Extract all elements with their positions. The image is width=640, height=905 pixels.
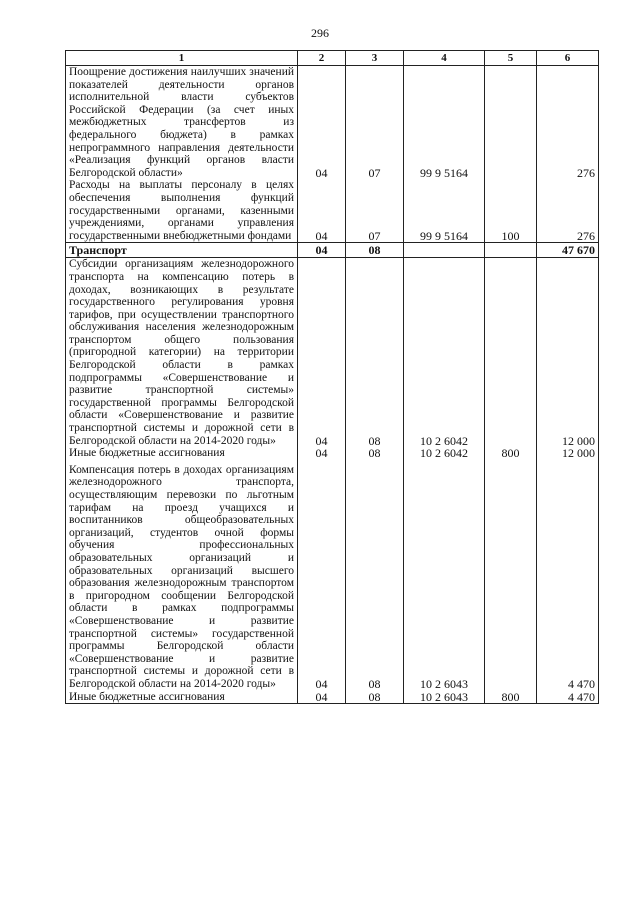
row-subsection: 08	[346, 691, 404, 704]
row-target: 10 2 6043	[404, 691, 485, 704]
page-number: 296	[311, 26, 329, 40]
row-target: 10 2 6042	[404, 258, 485, 447]
row-amount: 12 000	[537, 447, 599, 460]
row-description: Иные бюджетные ассигнования	[66, 447, 298, 460]
row-description: Компенсация потерь в доходах организациям железнодорожного транспорта, осуществляющим перевозки по льготным тарифам на проезд учащихся и воспитанников общеобразовательных организаций, студентов очной формы обучения профессиональных образовательных организаций и образовательных организаций высшего образования железнодорожным транспортом в пригородном сообщении Белгородской области в рамках подпрограммы «Совершенствование и развитие транспортной системы» государственной программы Белгородской области «Совершенствование и развитие транспортной системы и дорожной сети в Белгородской области на 2014-2020 годы»	[66, 460, 298, 691]
row-subsection: 07	[346, 179, 404, 242]
row-description: Расходы на выплаты персоналу в целях обеспечения выполнения функций государственными органами, казенными учреждениями, органами управления государственными внебюджетными фондами	[66, 179, 298, 242]
row-amount: 4 470	[537, 691, 599, 704]
column-header-4: 4	[404, 51, 485, 66]
row-section: 04	[298, 258, 346, 447]
row-target	[404, 243, 485, 258]
row-amount: 276	[537, 179, 599, 242]
row-expense-type: 100	[485, 179, 537, 242]
row-section: 04	[298, 447, 346, 460]
row-expense-type	[485, 460, 537, 691]
table-row	[66, 460, 599, 691]
budget-table	[65, 50, 599, 704]
row-target: 10 2 6042	[404, 447, 485, 460]
column-header-6: 6	[537, 51, 599, 66]
row-section: 04	[298, 243, 346, 258]
column-header-5: 5	[485, 51, 537, 66]
table-row	[66, 66, 599, 180]
row-description: Поощрение достижения наилучших значений показателей деятельности органов исполнительной власти субъектов Российской Федерации (за счет иных межбюджетных трансфертов из федерального бюджета) в рамках непрограммного направления деятельности «Реализация функций органов власти Белгородской области»	[66, 66, 298, 180]
row-section: 04	[298, 691, 346, 704]
row-expense-type: 800	[485, 447, 537, 460]
row-description: Иные бюджетные ассигнования	[66, 691, 298, 704]
column-header-3: 3	[346, 51, 404, 66]
row-target: 10 2 6043	[404, 460, 485, 691]
row-subsection: 08	[346, 460, 404, 691]
column-header-1: 1	[66, 51, 298, 66]
row-subsection: 08	[346, 447, 404, 460]
row-section: 04	[298, 460, 346, 691]
table-row-section-heading	[66, 243, 599, 258]
column-header-2: 2	[298, 51, 346, 66]
table-row	[66, 179, 599, 242]
row-expense-type	[485, 258, 537, 447]
row-subsection: 08	[346, 258, 404, 447]
table-header-row	[66, 51, 599, 66]
row-amount: 4 470	[537, 460, 599, 691]
row-amount: 47 670	[537, 243, 599, 258]
row-amount: 12 000	[537, 258, 599, 447]
table-row	[66, 258, 599, 447]
row-expense-type: 800	[485, 691, 537, 704]
row-description: Транспорт	[66, 243, 298, 258]
row-expense-type	[485, 243, 537, 258]
row-expense-type	[485, 66, 537, 180]
row-amount: 276	[537, 66, 599, 180]
table-row	[66, 447, 599, 460]
table-row	[66, 691, 599, 704]
row-subsection: 08	[346, 243, 404, 258]
row-target: 99 9 5164	[404, 179, 485, 242]
row-description: Субсидии организациям железнодорожного транспорта на компенсацию потерь в доходах, возникающих в результате государственного регулирования уровня тарифов, при осуществлении транспортного обслуживания населения железнодорожным транспортом общего пользования (пригородной категории) на территории Белгородской области в рамках подпрограммы «Совершенствование и развитие транспортной системы» государственной программы Белгородской области «Совершенствование и развитие транспортной системы и дорожной сети в Белгородской области на 2014-2020 годы»	[66, 258, 298, 447]
row-target: 99 9 5164	[404, 66, 485, 180]
row-section: 04	[298, 179, 346, 242]
row-section: 04	[298, 66, 346, 180]
row-subsection: 07	[346, 66, 404, 180]
